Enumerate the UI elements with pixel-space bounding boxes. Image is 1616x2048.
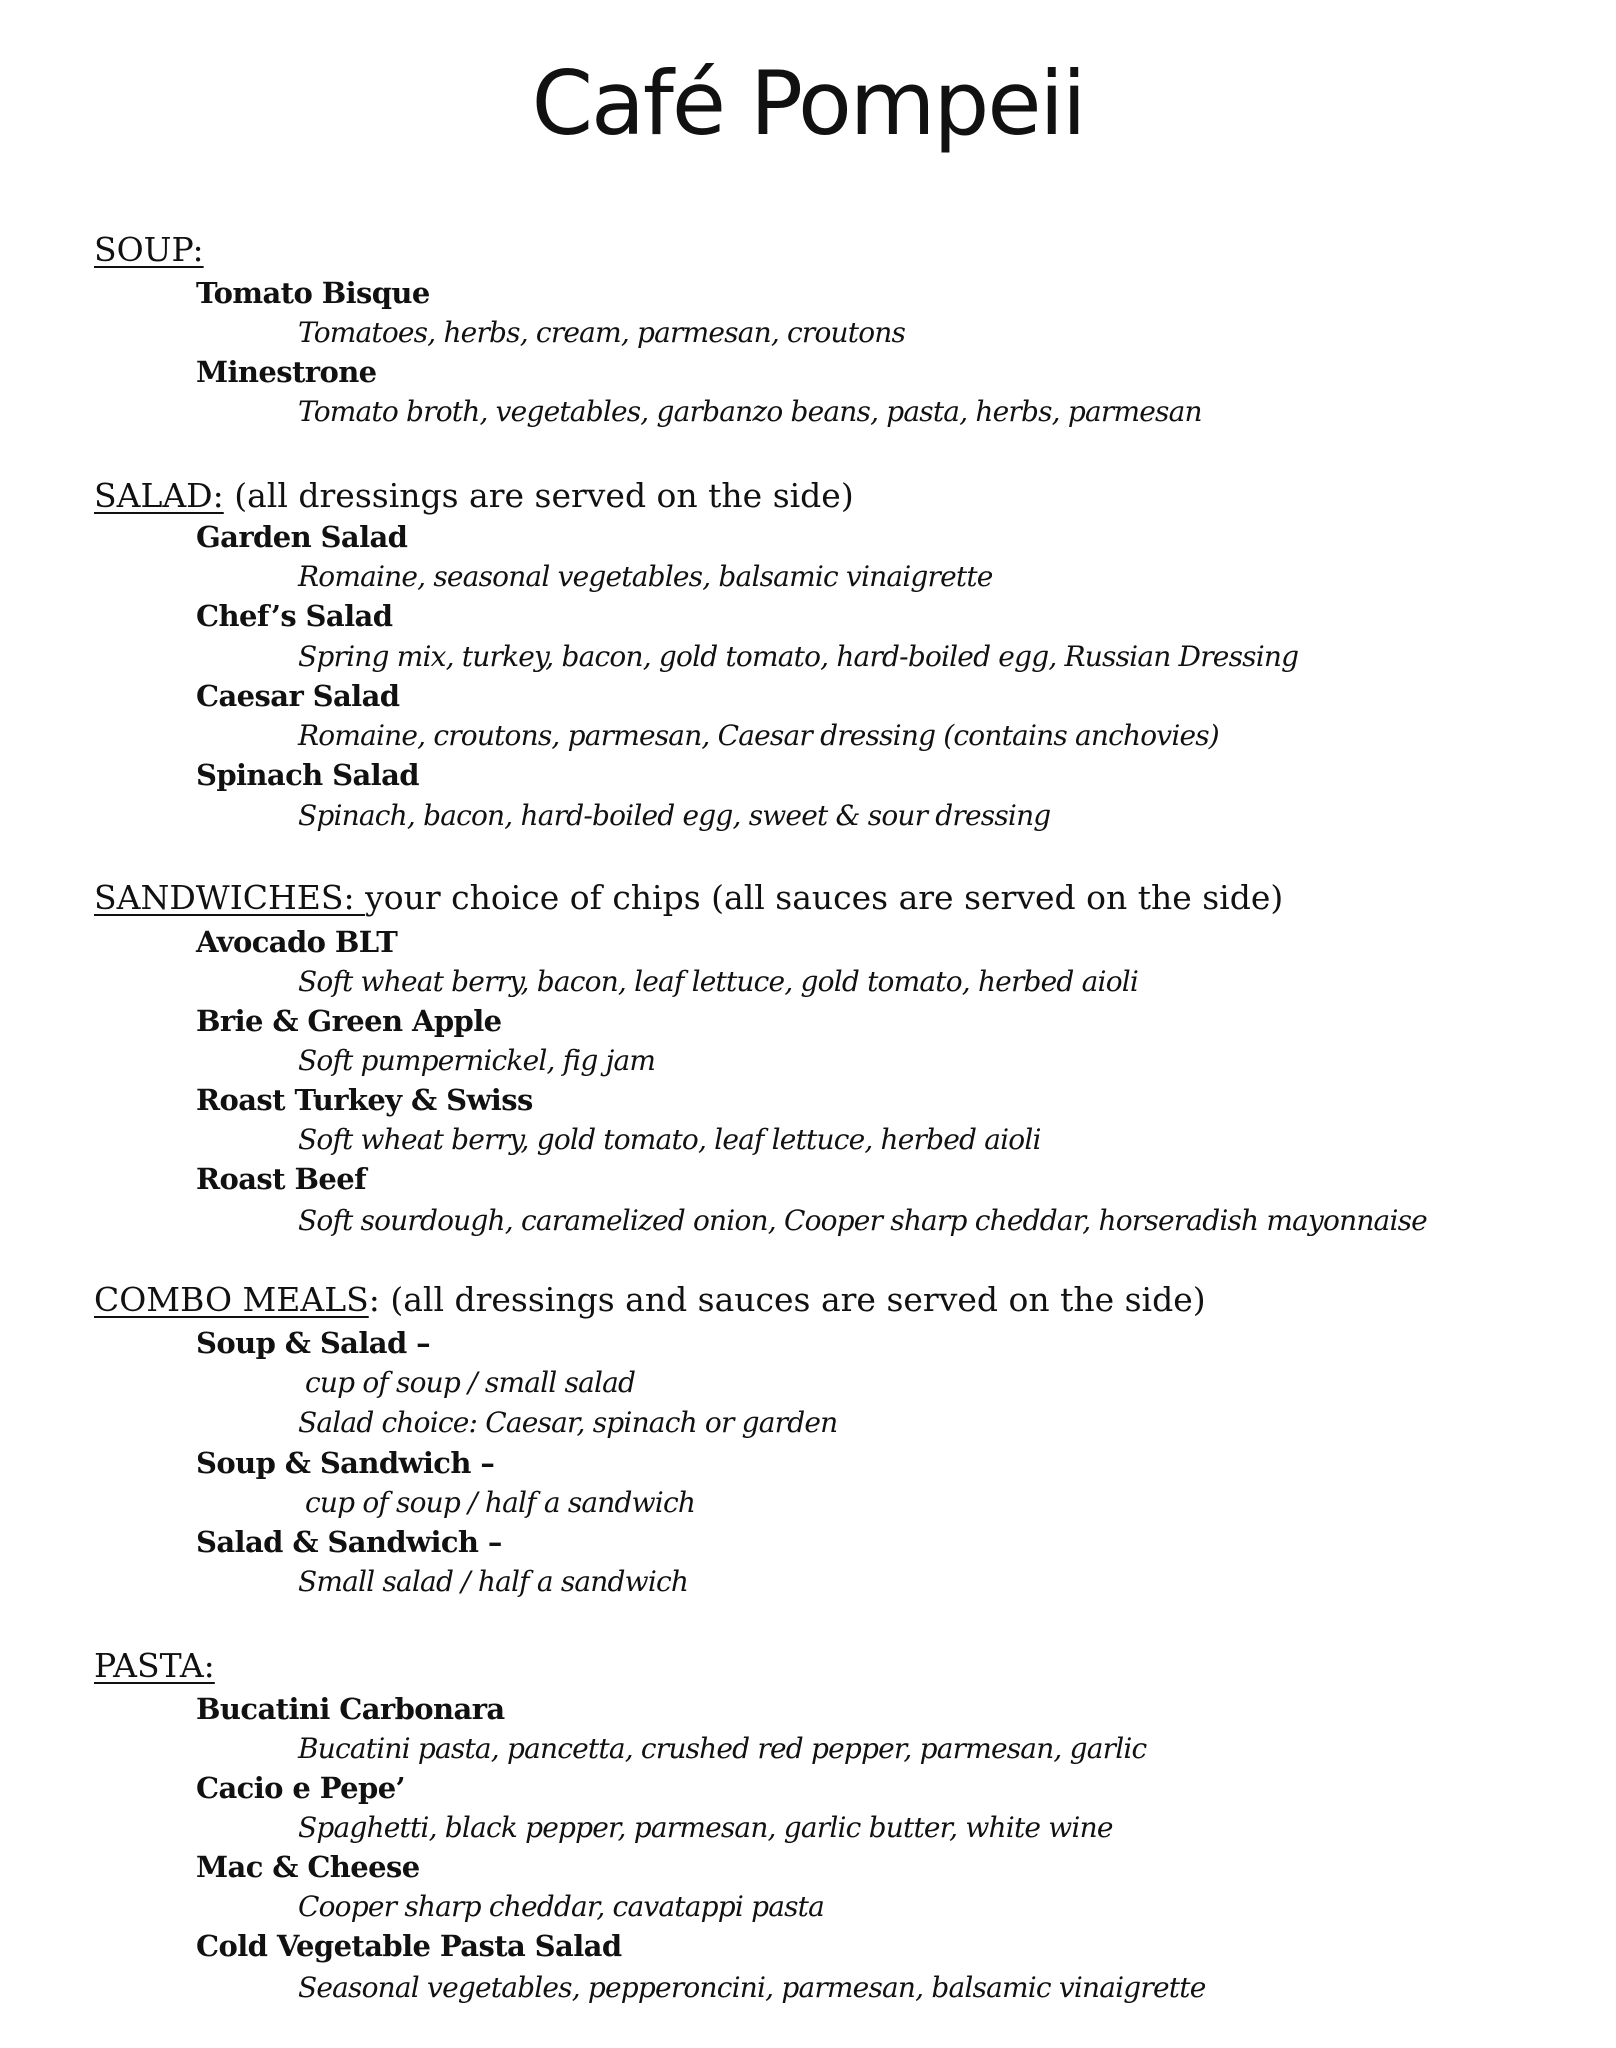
menu-item-description: Seasonal vegetables, pepperoncini, parmesan, balsamic vinaigrette <box>298 1971 1206 2004</box>
page-title: Café Pompeii <box>531 52 1085 155</box>
section-heading-sandwiches <box>94 878 1283 917</box>
section-heading-salad <box>94 476 854 515</box>
menu-item-name: Soup & Sandwich – <box>196 1446 495 1480</box>
menu-item-name: Cacio e Pepe’ <box>196 1771 406 1805</box>
section-heading-combo <box>94 1280 1206 1319</box>
menu-item-description: Soft pumpernickel, fig jam <box>298 1044 656 1077</box>
menu-item-name: Roast Beef <box>196 1162 366 1196</box>
section-title-sandwiches: SANDWICHES: <box>94 878 366 917</box>
menu-item-name: Cold Vegetable Pasta Salad <box>196 1929 622 1963</box>
menu-item-description: Tomato broth, vegetables, garbanzo beans, pasta, herbs, parmesan <box>298 395 1202 428</box>
menu-item-name: Spinach Salad <box>196 758 419 792</box>
menu-item-description: Soft wheat berry, bacon, leaf lettuce, gold tomato, herbed aioli <box>298 965 1139 998</box>
menu-item-description: Romaine, seasonal vegetables, balsamic vinaigrette <box>298 560 993 593</box>
menu-item-description: cup of soup / half a sandwich <box>305 1486 696 1519</box>
menu-item-description: Spaghetti, black pepper, parmesan, garlic butter, white wine <box>298 1811 1113 1844</box>
menu-item-name: Tomato Bisque <box>196 276 430 310</box>
menu-item-name: Brie & Green Apple <box>196 1004 502 1038</box>
section-heading-soup <box>94 230 204 269</box>
menu-item-description: Salad choice: Caesar, spinach or garden <box>298 1406 838 1439</box>
menu-item-description: cup of soup / small salad <box>305 1366 636 1399</box>
section-title-soup: SOUP: <box>94 230 204 269</box>
menu-item-description: Small salad / half a sandwich <box>298 1565 689 1598</box>
menu-item-description: Soft wheat berry, gold tomato, leaf lettuce, herbed aioli <box>298 1123 1041 1156</box>
menu-item-name: Mac & Cheese <box>196 1850 420 1884</box>
section-note-salad: (all dressings are served on the side) <box>223 476 854 515</box>
menu-item-name: Soup & Salad – <box>196 1326 431 1360</box>
section-title-combo: COMBO MEALS <box>94 1280 369 1319</box>
menu-item-description: Tomatoes, herbs, cream, parmesan, croutons <box>298 316 906 349</box>
menu-item-description: Spring mix, turkey, bacon, gold tomato, hard-boiled egg, Russian Dressing <box>298 640 1299 673</box>
menu-item-description: Romaine, croutons, parmesan, Caesar dressing (contains anchovies) <box>298 719 1219 752</box>
section-title-pasta: PASTA: <box>94 1646 215 1685</box>
menu-item-name: Caesar Salad <box>196 679 400 713</box>
menu-item-description: Soft sourdough, caramelized onion, Cooper sharp cheddar, horseradish mayonnaise <box>298 1204 1427 1237</box>
menu-item-description: Bucatini pasta, pancetta, crushed red pepper, parmesan, garlic <box>298 1732 1147 1765</box>
section-note-combo: : (all dressings and sauces are served on the side) <box>368 1280 1206 1319</box>
section-note-sandwiches: your choice of chips (all sauces are served on the side) <box>365 878 1284 917</box>
menu-item-name: Minestrone <box>196 355 377 389</box>
menu-item-description: Spinach, bacon, hard-boiled egg, sweet & sour dressing <box>298 799 1051 832</box>
menu-item-name: Chef’s Salad <box>196 599 393 633</box>
menu-item-name: Bucatini Carbonara <box>196 1692 505 1726</box>
menu-item-name: Garden Salad <box>196 520 408 554</box>
menu-item-name: Roast Turkey & Swiss <box>196 1083 533 1117</box>
menu-item-name: Salad & Sandwich – <box>196 1525 502 1559</box>
menu-item-name: Avocado BLT <box>196 925 398 959</box>
section-heading-pasta <box>94 1646 215 1685</box>
section-title-salad: SALAD: <box>94 476 224 515</box>
menu-item-description: Cooper sharp cheddar, cavatappi pasta <box>298 1890 825 1923</box>
